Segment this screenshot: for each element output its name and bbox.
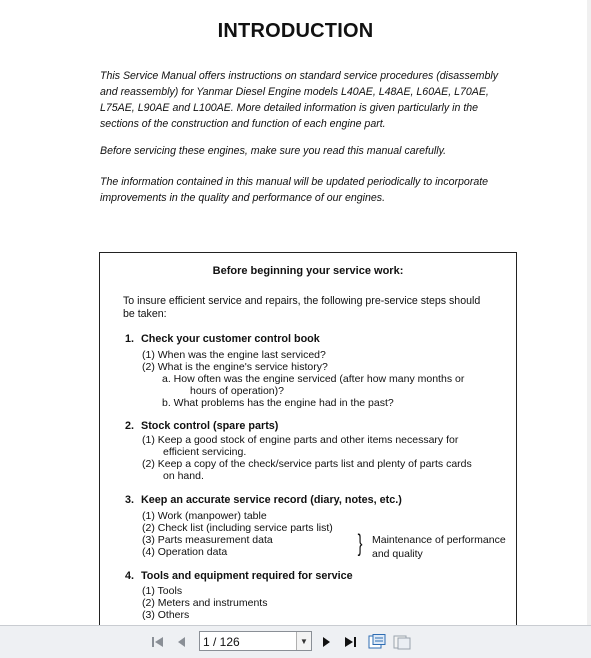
section-3-note: Maintenance of performance and quality: [372, 534, 506, 560]
section-1-line: (1) When was the engine last serviced?: [142, 349, 326, 361]
section-4-line: (1) Tools: [142, 585, 183, 597]
chevron-down-icon[interactable]: ▼: [296, 632, 311, 650]
section-1-line: b. What problems has the engine had in the past?: [162, 397, 394, 409]
section-heading-2: 2. Stock control (spare parts): [125, 420, 279, 432]
section-3-line: (1) Work (manpower) table: [142, 510, 267, 522]
page-number-input[interactable]: [199, 631, 312, 651]
section-3-line: (3) Parts measurement data: [142, 534, 273, 546]
section-2-line: efficient servicing.: [163, 446, 247, 458]
page-title: INTRODUCTION: [217, 20, 374, 42]
vertical-scrollbar[interactable]: [587, 0, 591, 625]
brace-symbol: }: [357, 530, 363, 557]
section-3-line: (4) Operation data: [142, 546, 228, 558]
section-1-line: a. How often was the engine serviced (after how many months or: [162, 373, 465, 385]
service-steps-box: [99, 252, 517, 625]
fit-page-icon[interactable]: [367, 632, 387, 652]
section-2-line: (2) Keep a copy of the check/service parts list and plenty of parts cards: [142, 458, 472, 470]
section-4-line: (3) Others: [142, 609, 190, 621]
section-heading-4: 4. Tools and equipment required for service: [125, 570, 353, 582]
section-1-line: (2) What is the engine's service history?: [142, 361, 328, 373]
box-heading: Before beginning your service work:: [212, 265, 404, 277]
page-number-value: 1 / 126: [203, 635, 240, 649]
section-heading-3: 3. Keep an accurate service record (diary, notes, etc.): [125, 494, 402, 506]
first-page-icon[interactable]: [148, 632, 168, 652]
section-2-line: (1) Keep a good stock of engine parts and other items necessary for: [142, 434, 459, 446]
last-page-icon[interactable]: [340, 632, 360, 652]
intro-paragraph-3: The information contained in this manual will be updated periodically to incorporate improvements in the quality and performance of our engines.: [100, 176, 489, 204]
section-3-line: (2) Check list (including service parts list): [142, 522, 333, 534]
section-2-line: on hand.: [163, 470, 204, 482]
intro-paragraph-1: This Service Manual offers instructions on standard service procedures (disassembly and reassembly) for Yanmar Diesel Engine models L40AE, L48AE, L60AE, L70AE, L75AE, L90AE and L100AE. More detailed information is given particularly in the sections of the construction and function of each engine part.: [100, 70, 499, 130]
next-page-icon[interactable]: [316, 632, 336, 652]
box-intro: To insure efficient service and repairs, the following pre-service steps should be taken:: [123, 295, 481, 320]
section-heading-1: 1. Check your customer control book: [125, 333, 320, 345]
fit-width-icon[interactable]: [392, 632, 412, 652]
intro-paragraph-2: Before servicing these engines, make sure you read this manual carefully.: [100, 145, 447, 157]
prev-page-icon[interactable]: [172, 632, 192, 652]
section-4-line: (2) Meters and instruments: [142, 597, 268, 609]
section-1-line: hours of operation)?: [190, 385, 284, 397]
navigation-toolbar: [0, 625, 591, 658]
